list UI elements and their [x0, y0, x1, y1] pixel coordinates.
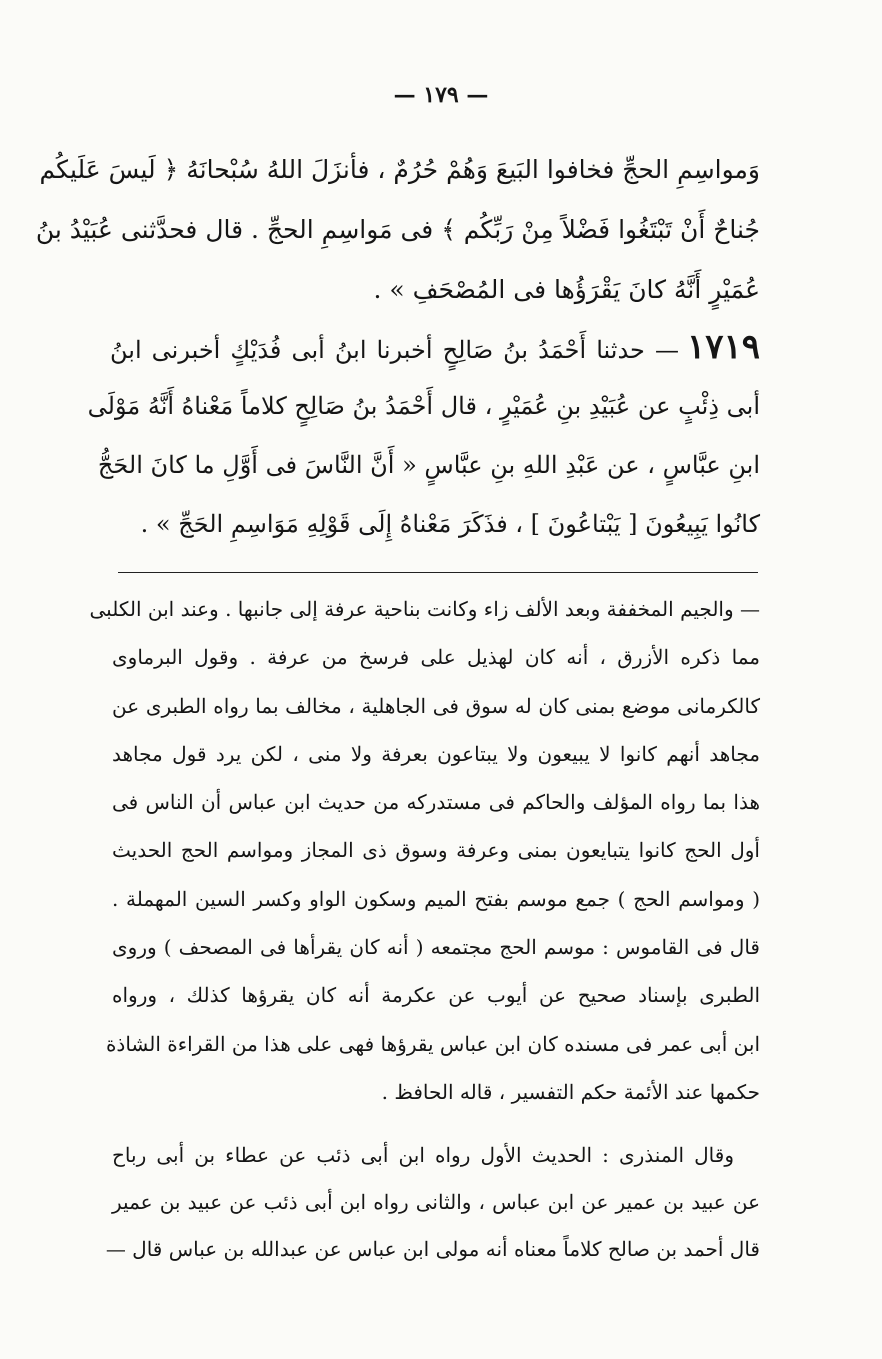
footnote-line: ابن أبى عمر فى مسنده كان ابن عباس يقرؤها فهى على هذا من القراءة الشاذة: [105, 1031, 760, 1056]
hadith-line-text: — حدثنا أَحْمَدُ بنُ صَالِحٍ أخبرنا ابنُ أبى فُدَيْكٍ أخبرنى ابنُ: [110, 336, 679, 364]
hadith-line: ابنِ عبَّاسٍ ، عن عَبْدِ اللهِ بنِ عبَّاسٍ « أَنَّ النَّاسَ فى أَوَّلِ ما كانَ الحَجُّ: [97, 451, 760, 479]
footnote-divider: [118, 572, 758, 573]
hadith-line: أبى ذِئْبٍ عن عُبَيْدِ بنِ عُمَيْرٍ ، قال أَحْمَدُ بنُ صَالِحٍ كلاماً مَعْناهُ أَنَّهُ مَوْلَى: [87, 392, 760, 420]
footnote-line: هذا بما رواه المؤلف والحاكم فى مستدركه من حديث ابن عباس أن الناس فى: [112, 790, 760, 815]
commentary-footnote: [89, 585, 760, 1116]
footnote-line: كالكرمانى موضع بمنى كان له سوق فى الجاهلية ، مخالف بما رواه الطبرى عن: [112, 693, 760, 718]
footnote-line: أول الحج كانوا يتبايعون بمنى وعرفة وسوق ذى المجاز ومواسم الحج الحديث: [112, 838, 760, 863]
main-text-line: عُمَيْرٍ أَنَّهُ كانَ يَقْرَؤُها فى المُصْحَفِ » .: [373, 275, 760, 304]
page-number: — ١٧٩ —: [393, 82, 489, 108]
main-text-line: جُناحٌ أَنْ تَبْتَغُوا فَضْلاً مِنْ رَبِّكُم ﴾ فى مَواسِمِ الحجِّ . قال فحدَّثنى عُبَيْدُ بنُ: [35, 215, 760, 244]
footnote-line: حكمها عند الأئمة حكم التفسير ، قاله الحافظ .: [381, 1079, 760, 1104]
hadith-number: ١٧١٩: [686, 327, 760, 367]
footnote-line: مما ذكره الأزرق ، أنه كان لهذيل على فرسخ من عرفة . وقول البرماوى: [112, 645, 760, 670]
footnote-line: — والجيم المخففة وبعد الألف زاء وكانت بناحية عرفة إلى جانبها . وعند ابن الكلبى: [89, 597, 760, 621]
footnote-line: الطبرى بإسناد صحيح عن أيوب عن عكرمة أنه كان يقرؤها كذلك ، ورواه: [112, 983, 760, 1008]
footnote-line: قال فى القاموس : موسم الحج مجتمعه ( أنه كان يقرأها فى المصحف ) وروى: [112, 935, 760, 960]
hadith-line: كانُوا يَبِيعُونَ [ يَبْتاعُونَ ] ، فذَكَرَ مَعْناهُ إِلَى قَوْلِهِ مَوَاسِمِ الحَجِّ » .: [140, 510, 760, 538]
mundhiri-note: [105, 1132, 760, 1273]
mundhiri-line: عن عبيد بن عمير عن ابن عباس ، والثانى رواه ابن أبى ذئب عن عبيد بن عمير: [112, 1190, 760, 1214]
hadith-1719: [87, 318, 760, 554]
hadith-line: [110, 318, 760, 377]
main-text-continuation: [35, 140, 760, 320]
mundhiri-line: قال أحمد بن صالح كلاماً معناه أنه مولى ابن عباس عن عبدالله بن عباس قال —: [105, 1237, 760, 1261]
footnote-line: مجاهد أنهم كانوا لا يبيعون ولا يبتاعون بعرفة ولا منى ، لكن يرد قول مجاهد: [112, 741, 760, 766]
main-text-line: وَمواسِمِ الحجِّ فخافوا البَيعَ وَهُمْ حُرُمٌ ، فأنزَلَ اللهُ سُبْحانَهُ ﴿ لَيسَ عَلَيكُم: [39, 155, 760, 184]
footnote-line: ( ومواسم الحج ) جمع موسم بفتح الميم وسكون الواو وكسر السين المهملة .: [112, 886, 760, 911]
mundhiri-line: وقال المنذرى : الحديث الأول رواه ابن أبى ذئب عن عطاء بن أبى رباح: [112, 1143, 734, 1167]
